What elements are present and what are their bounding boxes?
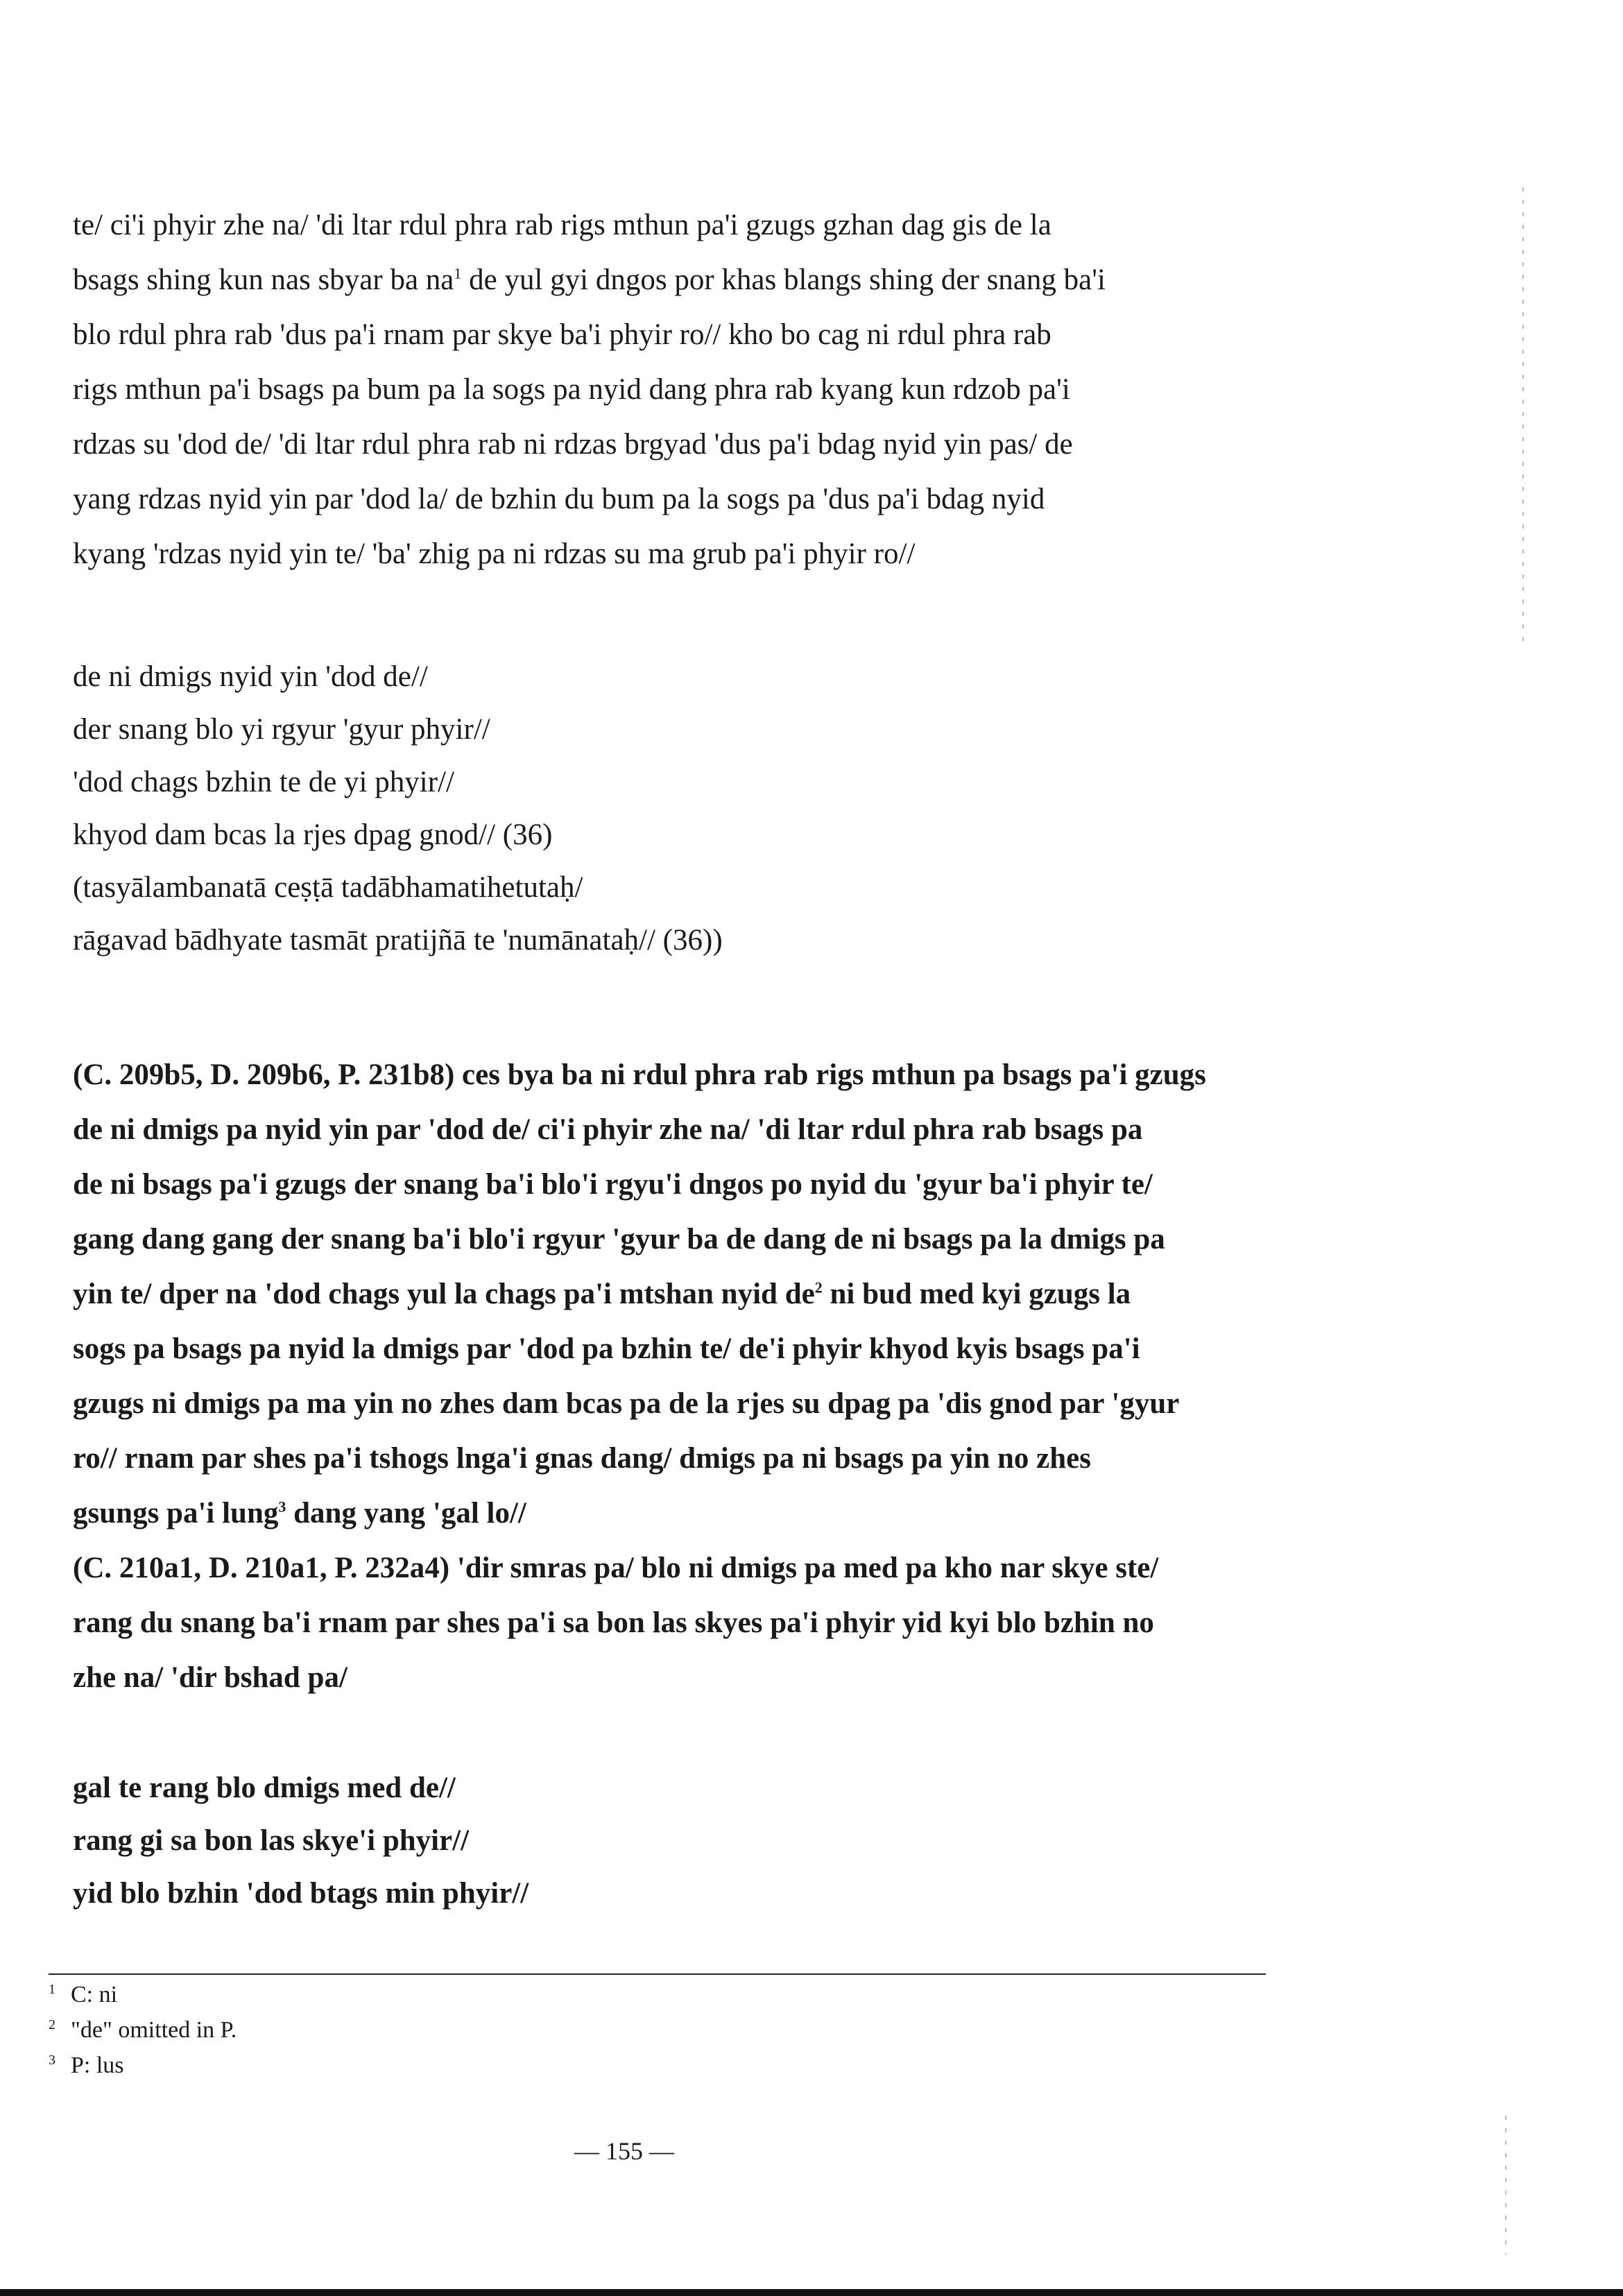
footnote-ref: 3 [278,1498,286,1516]
footnotes [49,1977,237,2083]
text-line: sogs pa bsags pa nyid la dmigs par 'dod pa bzhin te/ de'i phyir khyod kyis bsags pa'i [73,1333,1140,1365]
footnote-ref: 1 [454,264,462,282]
footnote: 2 "de" omitted in P. [49,2016,237,2043]
verse-line: rang gi sa bon las skye'i phyir// [73,1824,470,1857]
text-line: (C. 209b5, D. 209b6, P. 231b8) ces bya ba ni rdul phra rab rigs mthun pa bsags pa'i gzugs [73,1059,1206,1091]
verse-line: (tasyālambanatā ceṣṭā tadābhamatihetutaḥ/ [73,871,583,904]
verse-line: 'dod chags bzhin te de yi phyir// [73,766,454,798]
footnote: 3 P: lus [49,2052,124,2078]
verse-2 [73,1762,1273,1920]
paragraph-2 [73,1047,1273,1705]
verse-line: de ni dmigs nyid yin 'dod de// [73,660,428,693]
text-line: de ni dmigs pa nyid yin par 'dod de/ ci'i phyir zhe na/ 'di ltar rdul phra rab bsags pa [73,1113,1143,1146]
text-line: te/ ci'i phyir zhe na/ 'di ltar rdul phra rab rigs mthun pa'i gzugs gzhan dag gis de la [73,209,1051,241]
text-line: (C. 210a1, D. 210a1, P. 232a4) 'dir smras pa/ blo ni dmigs pa med pa kho nar skye ste/ [73,1552,1159,1584]
verse-line: rāgavad bādhyate tasmāt pratijñā te 'numānataḥ// (36)) [73,924,723,957]
text-line: rigs mthun pa'i bsags pa bum pa la sogs pa nyid dang phra rab kyang kun rdzob pa'i [73,373,1070,406]
text-line: rang du snang ba'i rnam par shes pa'i sa bon las skyes pa'i phyir yid kyi blo bzhin no [73,1607,1154,1639]
verse-1 [73,651,1273,967]
text-line: gang dang gang der snang ba'i blo'i rgyur 'gyur ba de dang de ni bsags pa la dmigs pa [73,1223,1165,1256]
verse-line: der snang blo yi rgyur 'gyur phyir// [73,713,490,746]
text-line: yang rdzas nyid yin par 'dod la/ de bzhin du bum pa la sogs pa 'dus pa'i bdag nyid [73,483,1045,515]
text-line: de ni bsags pa'i gzugs der snang ba'i blo'i rgyu'i dngos po nyid du 'gyur ba'i phyir te/ [73,1168,1153,1201]
text-line: rdzas su 'dod de/ 'di ltar rdul phra rab ni rdzas brgyad 'dus pa'i bdag nyid yin pas/ de [73,428,1073,461]
text-line: gsungs pa'i lung$^3$ dang yang 'gal lo// [73,1497,526,1530]
text-line: ro// rnam par shes pa'i tshogs lnga'i gnas dang/ dmigs pa ni bsags pa yin no zhes [73,1442,1091,1475]
text-line: yin te/ dper na 'dod chags yul la chags pa'i mtshan nyid $de^2$ ni bud med kyi gzugs la [73,1278,1131,1310]
text-line: kyang 'rdzas nyid yin te/ 'ba' zhig pa ni rdzas su ma grub pa'i phyir ro// [73,538,916,570]
text-line: blo rdul phra rab 'dus pa'i rnam par skye ba'i phyir ro// kho bo cag ni rdul phra rab [73,318,1051,351]
paragraph-1 [73,198,1273,581]
footnote-ref: 2 [814,1278,823,1296]
scan-artifact [1505,2116,1506,2254]
text-line: gzugs ni dmigs pa ma yin no zhes dam bcas pa de la rjes su dpag pa 'dis gnod par 'gyur [73,1387,1180,1420]
footnote: 1 C: ni [49,1981,118,2007]
text-line: zhe na/ 'dir bshad pa/ [73,1661,347,1694]
page-number: — 155 — [574,2137,674,2165]
scan-artifact [1522,187,1524,645]
verse-line: gal te rang blo dmigs med de// [73,1772,456,1804]
footnote-divider [49,1973,1266,1975]
scan-border [0,2289,1623,2296]
text-line: bsags shing kun nas sbyar ba $na^1$ de yul gyi dngos por khas blangs shing der snang ba'i [73,264,1106,296]
verse-line: khyod dam bcas la rjes dpag gnod// (36) [73,819,553,851]
verse-line: yid blo bzhin 'dod btags min phyir// [73,1877,529,1910]
